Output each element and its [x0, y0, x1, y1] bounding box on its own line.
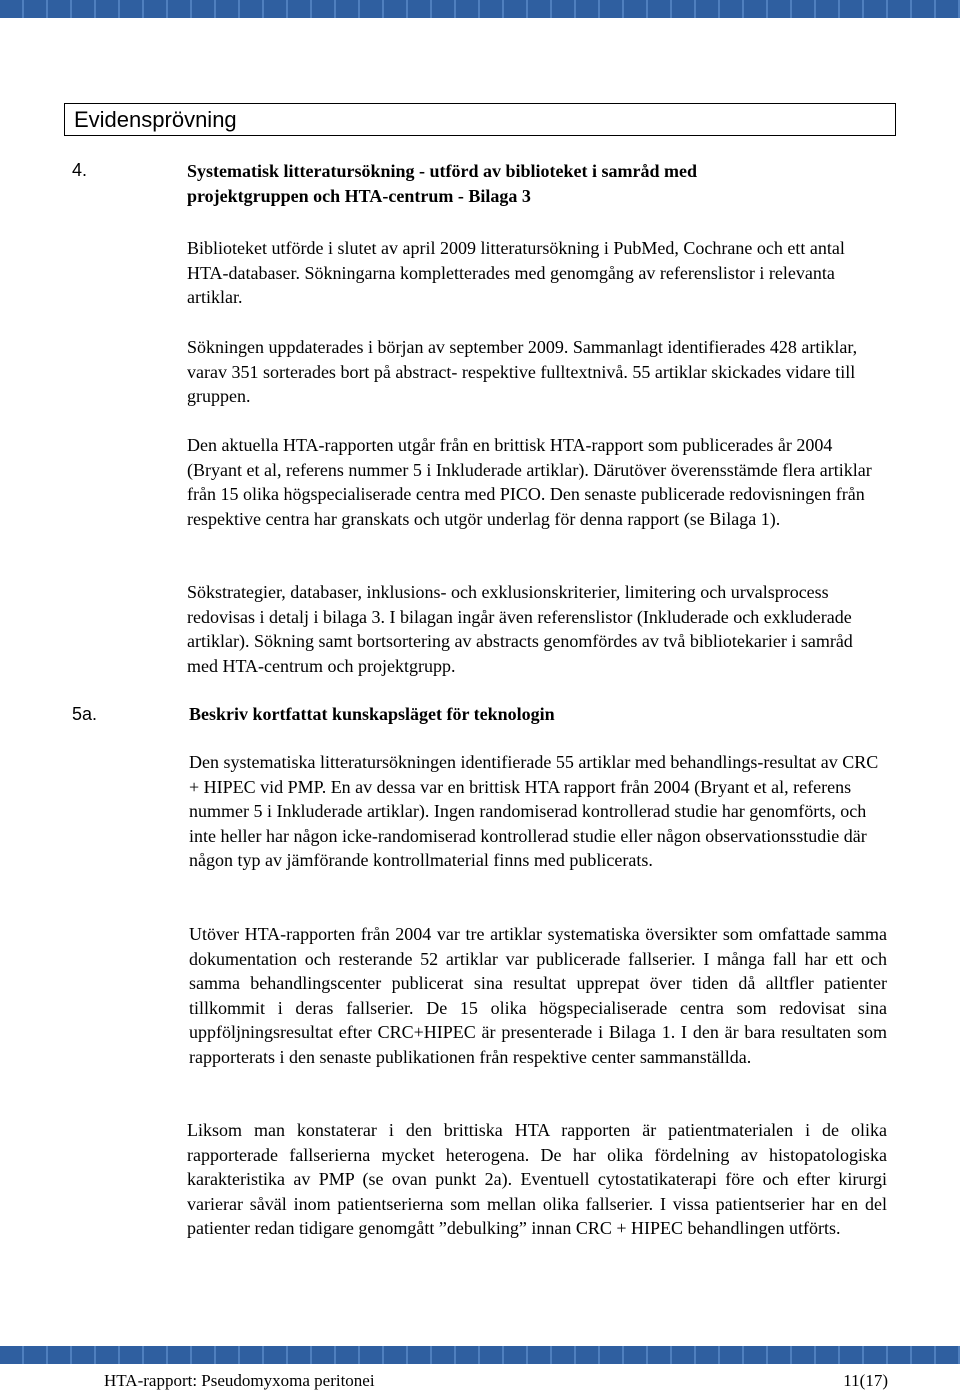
section-5a-paragraph-2: Utöver HTA-rapporten från 2004 var tre artiklar systematiska översikter som omfattade samma dokumentation och resterande 52 artiklar var publicerade fallserier. I många fall har ett och samma behandlingscenter publicerat sina resultat upprepat över tiden då alltfler patienter tillkommit i deras fallserier. De 15 olika högspecialiserade centra som redovisat sina uppföljningsresultat efter CRC+HIPEC är presenterade i Bilaga 1. I den är bara resultaten som rapporterats i den senaste publikationen från respektive center sammanställda.	[189, 924, 887, 1067]
section-number-4: 4.	[72, 160, 88, 180]
section-header-title: Evidensprövning	[74, 107, 237, 132]
footer-page-number: 11(17)	[843, 1371, 888, 1390]
section-4-paragraph-3: Den aktuella HTA-rapporten utgår från en brittisk HTA-rapport som publicerades år 2004 (Bryant et al, referens nummer 5 i Inkluderade artiklar). Därutöver överensstämde flera artiklar från 15 olika högspecialiserade centra med PICO. Den senaste publicerade redovisningen från respektive centra har granskats och utgör underlag för denna rapport (se Bilaga 1).	[187, 435, 872, 529]
section-number-5a: 5a.	[72, 704, 98, 724]
section-4-paragraph-2: Sökningen uppdaterades i början av september 2009. Sammanlagt identifierades 428 artiklar, varav 351 sorterades bort på abstract- respektive fulltextnivå. 55 artiklar skickades vidare till gruppen.	[187, 337, 858, 406]
section-5a-heading: Beskriv kortfattat kunskapsläget för teknologin	[189, 704, 555, 724]
top-decorative-band	[0, 0, 960, 18]
section-4-heading	[187, 159, 887, 209]
section-5a-paragraph-1: Den systematiska litteratursökningen identifierade 55 artiklar med behandlings-resultat av CRC + HIPEC vid PMP. En av dessa var en brittisk HTA rapport från 2004 (Bryant et al, referens nummer 5 i Inkluderade artiklar). Ingen randomiserad kontrollerad studie har genomförts, och inte heller har någon icke-randomiserad kontrollerad studie eller någon observationsstudie där någon typ av jämförande kontrollmaterial finns med publicerats.	[189, 752, 879, 870]
section-header-box	[64, 103, 896, 136]
section-4-paragraph-4: Sökstrategier, databaser, inklusions- och exklusionskriterier, limitering och urvalsprocess redovisas i detalj i bilaga 3. I bilagan ingår även referenslistor (Inkluderade och exkluderade artiklar). Sökning samt bortsortering av abstracts genomfördes av två bibliotekarier i samråd med HTA-centrum och projektgrupp.	[187, 582, 853, 676]
section-4-paragraph-1: Biblioteket utförde i slutet av april 2009 litteratursökning i PubMed, Cochrane och ett antal HTA-databaser. Sökningarna kompletterades med genomgång av referenslistor i relevanta artiklar.	[187, 238, 845, 307]
section-4-heading-line2: projektgruppen och HTA-centrum - Bilaga 3	[187, 186, 531, 206]
section-4-heading-line1: Systematisk litteratursökning - utförd av biblioteket i samråd med	[187, 161, 697, 181]
footer-report-title: HTA-rapport: Pseudomyxoma peritonei	[104, 1371, 375, 1390]
bottom-decorative-band	[0, 1346, 960, 1364]
section-5a-paragraph-3: Liksom man konstaterar i den brittiska HTA rapporten är patientmaterialen i de olika rapporterade fallserierna mycket heterogena. De har olika fördelning av histopatologiska karakteristika av PMP (se ovan punkt 2a). Eventuell cytostatikaterapi före och efter kirurgi varierar såväl inom patientserierna som mellan olika fallserier. I vissa patientserier har en del patienter redan tidigare genomgått ”debulking” innan CRC + HIPEC behandlingen utförts.	[187, 1120, 887, 1238]
